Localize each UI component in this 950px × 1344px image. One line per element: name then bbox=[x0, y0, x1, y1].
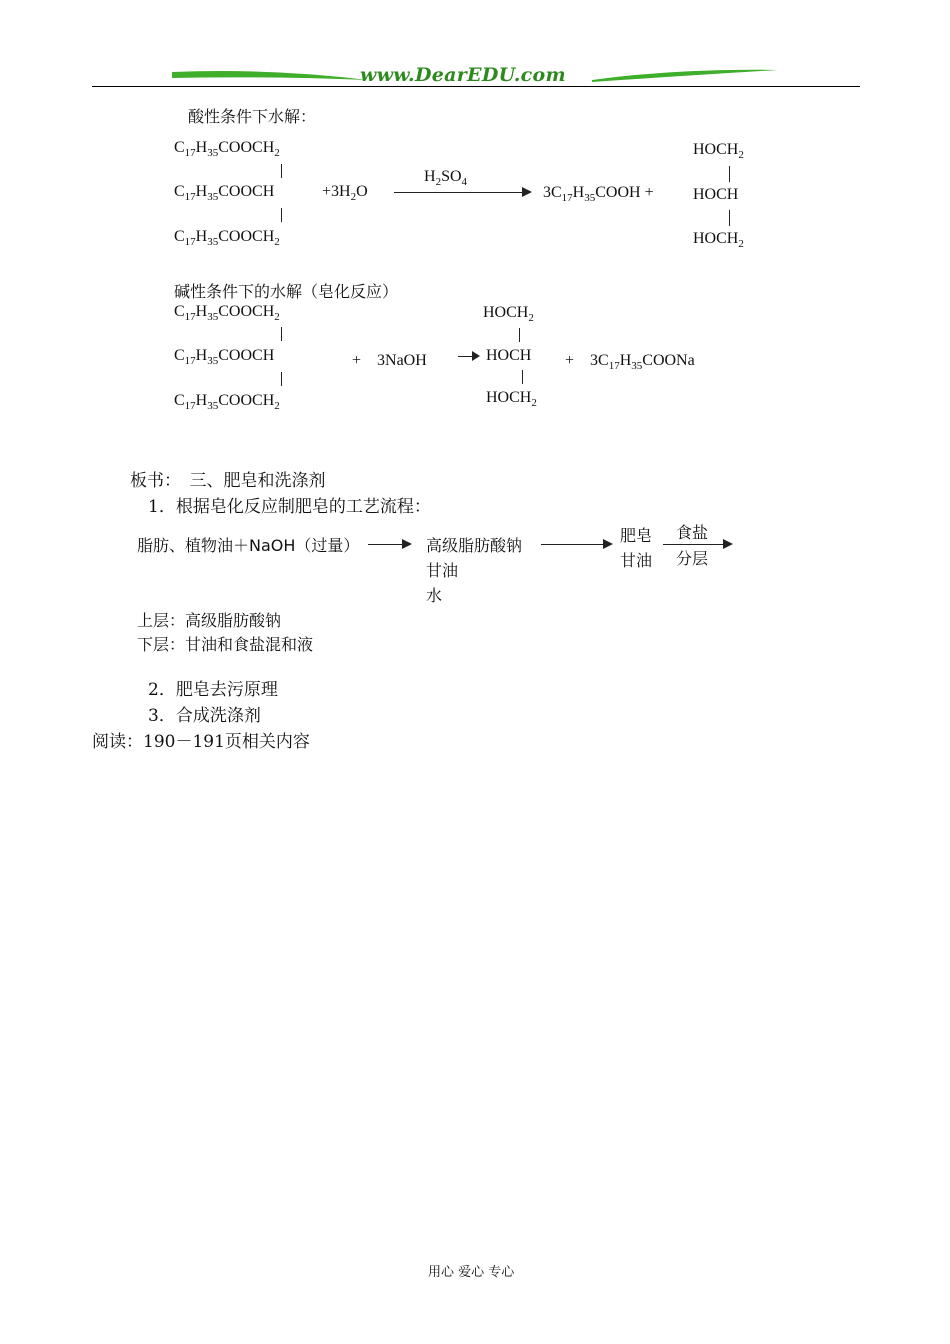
base-reactant-2: $C_{17}H_{35}COOCH$ bbox=[174, 347, 275, 368]
acid-glycerol-3: $HOCH_2$ bbox=[693, 230, 744, 251]
acid-title: 酸性条件下水解： bbox=[188, 107, 317, 126]
board-item-2: 2．肥皂去污原理 bbox=[148, 680, 278, 700]
acid-arrowhead bbox=[522, 187, 532, 197]
acid-glycerol-bond-2 bbox=[729, 210, 730, 226]
flow-arrow-2-head bbox=[603, 539, 613, 549]
base-glycerol-2: HOCH bbox=[486, 347, 532, 364]
acid-arrow-line bbox=[394, 192, 522, 193]
base-reactant-1: $C_{17}H_{35}COOCH_2$ bbox=[174, 303, 280, 324]
acid-catalyst: $H_2SO_4$ bbox=[424, 168, 468, 189]
acid-reactant-2: $C_{17}H_{35}COOCH$ bbox=[174, 183, 275, 204]
base-product-salt: + $3C_{17}H_{35}COONa$ bbox=[565, 352, 695, 373]
base-plus-naoh: + 3NaOH bbox=[352, 352, 427, 369]
acid-bond-2 bbox=[281, 208, 282, 222]
base-glycerol-1: $HOCH_2$ bbox=[483, 304, 534, 325]
flow-mid-2: 甘油 bbox=[426, 561, 459, 580]
acid-glycerol-2: HOCH bbox=[693, 186, 739, 203]
swoosh-left-icon bbox=[170, 66, 370, 84]
flow-arrow-1-head bbox=[402, 539, 412, 549]
base-glycerol-3: $HOCH_2$ bbox=[486, 389, 537, 410]
flow-upper-layer: 上层：高级脂肪酸钠 bbox=[137, 611, 282, 630]
header-logo bbox=[170, 62, 780, 92]
logo-text: www.DearEDU.com bbox=[360, 64, 566, 86]
board-reading: 阅读：190－191页相关内容 bbox=[92, 732, 310, 752]
flow-arrow-3-line bbox=[663, 544, 723, 545]
acid-glycerol-1: $HOCH_2$ bbox=[693, 141, 744, 162]
footer-text: 用心 爱心 专心 bbox=[428, 1265, 515, 1280]
acid-reactant-3: $C_{17}H_{35}COOCH_2$ bbox=[174, 228, 280, 249]
flow-arrow-1-line bbox=[368, 544, 402, 545]
flow-start: 脂肪、植物油＋NaOH（过量） bbox=[137, 536, 360, 555]
base-bond-2 bbox=[281, 372, 282, 386]
flow-above-arrow: 食盐 bbox=[676, 523, 709, 542]
flow-below-arrow: 分层 bbox=[676, 549, 709, 568]
flow-mid-3: 水 bbox=[426, 586, 443, 605]
base-glycerol-bond-1 bbox=[519, 328, 520, 342]
acid-glycerol-bond-1 bbox=[729, 166, 730, 182]
base-bond-1 bbox=[281, 327, 282, 341]
base-arrowhead bbox=[472, 351, 480, 361]
board-heading: 板书： 三、肥皂和洗涤剂 bbox=[130, 471, 326, 491]
base-reactant-3: $C_{17}H_{35}COOCH_2$ bbox=[174, 392, 280, 413]
acid-product-acid: $3C_{17}H_{35}COOH$ + bbox=[543, 184, 654, 205]
flow-lower-layer: 下层：甘油和食盐混和液 bbox=[137, 635, 314, 654]
header-rule bbox=[92, 86, 860, 87]
acid-plus-water: $+3H_2O$ bbox=[322, 183, 368, 204]
flow-arrow-3-head bbox=[723, 539, 733, 549]
board-item-3: 3．合成洗涤剂 bbox=[148, 706, 261, 726]
base-arrow-line bbox=[458, 356, 472, 357]
acid-bond-1 bbox=[281, 164, 282, 178]
flow-out-1: 肥皂 bbox=[620, 526, 653, 545]
base-glycerol-bond-2 bbox=[522, 370, 523, 384]
acid-reactant-1: $C_{17}H_{35}COOCH_2$ bbox=[174, 139, 280, 160]
base-title: 碱性条件下的水解（皂化反应） bbox=[174, 282, 399, 301]
board-item-1: 1．根据皂化反应制肥皂的工艺流程： bbox=[148, 497, 431, 517]
swoosh-right-icon bbox=[590, 66, 780, 84]
flow-mid-1: 高级脂肪酸钠 bbox=[426, 536, 523, 555]
flow-out-2: 甘油 bbox=[620, 551, 653, 570]
flow-arrow-2-line bbox=[541, 544, 603, 545]
